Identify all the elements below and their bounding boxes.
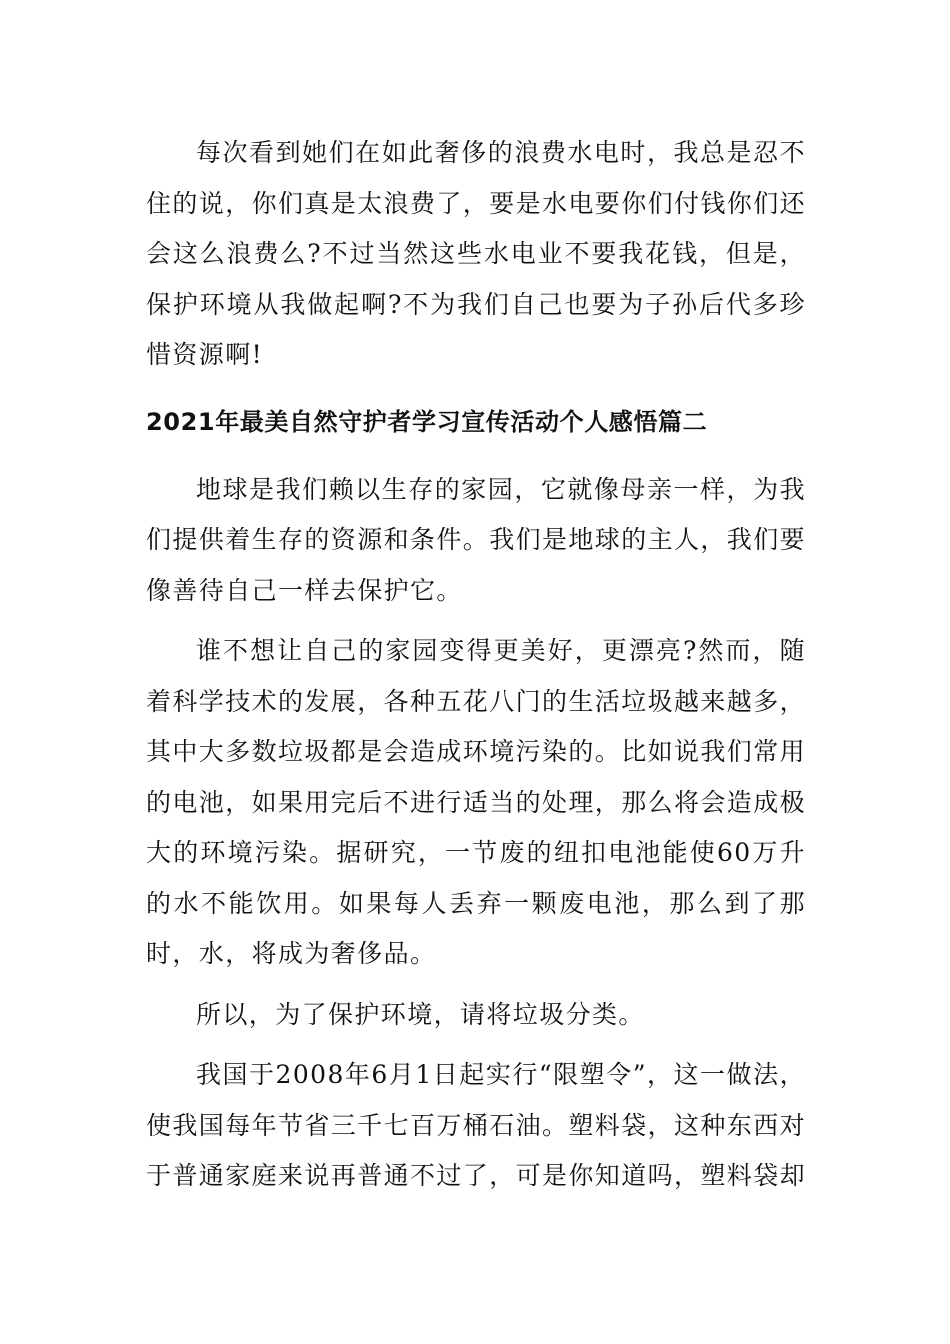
paragraph-3: 谁不想让自己的家园变得更美好，更漂亮?然而，随着科学技术的发展，各种五花八门的生活垃圾越来越多，其中大多数垃圾都是会造成环境污染的。比如说我们常用的电池，如果用完后不进行适当的处理，那么将会造成极大的环境污染。据研究，一节废的纽扣电池能使60万升的水不能饮用。如果每人丢弃一颗废电池，那么到了那时，水，将成为奢侈品。 [146, 636, 807, 968]
paragraph-5: 我国于2008年6月1日起实行“限塑令”，这一做法，使我国每年节省三千七百万桶石油。塑料袋，这种东西对于普通家庭来说再普通不过了，可是你知道吗，塑料袋却 [146, 1060, 807, 1190]
paragraph-1: 每次看到她们在如此奢侈的浪费水电时，我总是忍不住的说，你们真是太浪费了，要是水电要你们付钱你们还会这么浪费么?不过当然这些水电业不要我花钱，但是，保护环境从我做起啊?不为我们自己也要为子孙后代多珍惜资源啊! [146, 138, 807, 369]
section-heading: 2021年最美自然守护者学习宣传活动个人感悟篇二 [146, 407, 708, 436]
paragraph-4: 所以，为了保护环境，请将垃圾分类。 [196, 999, 645, 1029]
document-body [146, 128, 806, 1212]
paragraph-2: 地球是我们赖以生存的家园，它就像母亲一样，为我们提供着生存的资源和条件。我们是地球的主人，我们要像善待自己一样去保护它。 [146, 474, 807, 605]
